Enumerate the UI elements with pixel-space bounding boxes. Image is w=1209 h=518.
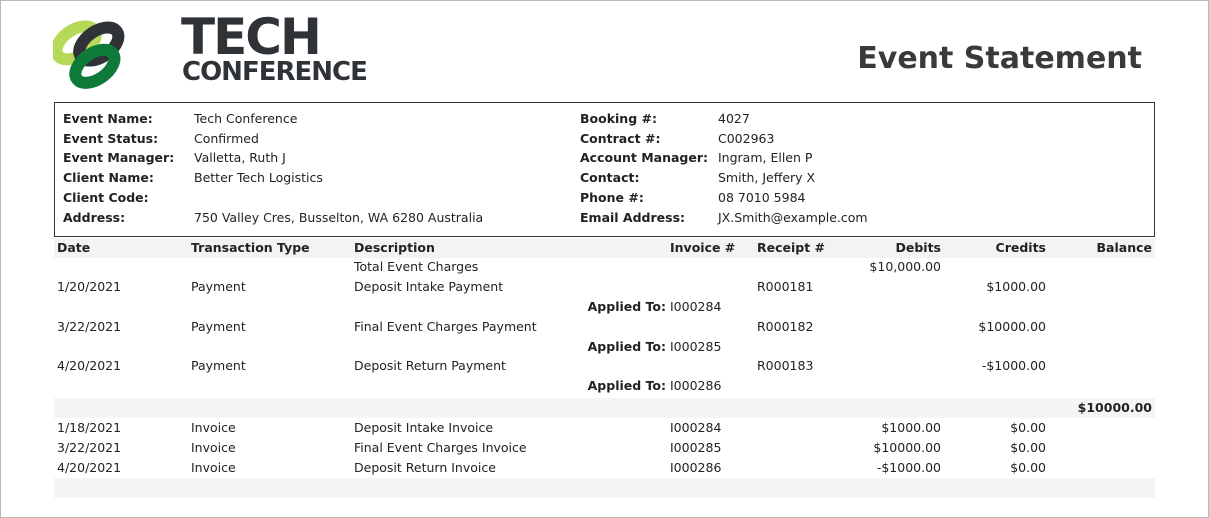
cell-date: 3/22/2021	[57, 440, 122, 455]
info-label: Event Name:	[63, 111, 153, 126]
info-label: Client Code:	[63, 190, 149, 205]
cell-credits: $0.00	[1010, 440, 1046, 455]
header-balance: Balance	[1096, 240, 1152, 255]
info-value: Valletta, Ruth J	[194, 150, 286, 165]
cell-date: 4/20/2021	[57, 460, 122, 475]
table-row-total-charges	[54, 257, 1155, 277]
applied-to-value: I000284	[670, 299, 722, 314]
cell-description: Total Event Charges	[354, 259, 479, 274]
cell-credits: $10000.00	[978, 319, 1046, 334]
balance-total-row	[54, 398, 1155, 418]
tech-conference-logo	[53, 8, 367, 91]
info-value: 750 Valley Cres, Busselton, WA 6280 Australia	[194, 210, 484, 225]
transactions-table-header	[54, 238, 1155, 258]
cell-receipt: R000183	[757, 358, 814, 373]
cell-credits: $1000.00	[986, 279, 1046, 294]
info-label: Event Manager:	[63, 150, 175, 165]
cell-debits: -$1000.00	[876, 460, 941, 475]
info-value: Tech Conference	[194, 111, 298, 126]
info-label: Client Name:	[63, 170, 154, 185]
info-label: Email Address:	[580, 210, 686, 225]
cell-type: Payment	[191, 319, 246, 334]
table-row	[54, 458, 1155, 478]
cell-receipt: R000182	[757, 319, 814, 334]
cell-invoice: I000284	[670, 420, 722, 435]
logo-text-conference: CONFERENCE	[182, 57, 367, 87]
info-label: Address:	[63, 210, 126, 225]
applied-to-label: Applied To:	[587, 378, 666, 393]
cell-debits: $1000.00	[881, 420, 941, 435]
cell-invoice: I000286	[670, 460, 722, 475]
info-value: Confirmed	[194, 131, 259, 146]
applied-to-row	[54, 297, 1155, 317]
header-date: Date	[57, 240, 91, 255]
header-credits: Credits	[995, 240, 1046, 255]
event-info-box	[54, 102, 1155, 237]
info-label: Phone #:	[580, 190, 644, 205]
info-value: C002963	[718, 131, 775, 146]
cell-date: 4/20/2021	[57, 358, 122, 373]
info-value: 4027	[718, 111, 750, 126]
cell-credits: $0.00	[1010, 420, 1046, 435]
cell-receipt: R000181	[757, 279, 814, 294]
info-label: Contract #:	[580, 131, 661, 146]
logo-text-tech: TECH	[181, 8, 320, 66]
info-value: Ingram, Ellen P	[718, 150, 813, 165]
header-transaction-type: Transaction Type	[191, 240, 310, 255]
table-row	[54, 277, 1155, 297]
info-label: Event Status:	[63, 131, 159, 146]
cell-type: Payment	[191, 358, 246, 373]
info-label: Booking #:	[580, 111, 657, 126]
cell-description: Deposit Intake Invoice	[354, 420, 494, 435]
cell-credits: $0.00	[1010, 460, 1046, 475]
cell-debits: $10000.00	[873, 440, 941, 455]
info-value: Smith, Jeffery X	[718, 170, 816, 185]
applied-to-value: I000286	[670, 378, 722, 393]
applied-to-row	[54, 376, 1155, 396]
cell-date: 1/20/2021	[57, 279, 122, 294]
cell-description: Deposit Intake Payment	[354, 279, 504, 294]
cell-type: Payment	[191, 279, 246, 294]
cell-invoice: I000285	[670, 440, 722, 455]
table-row	[54, 418, 1155, 438]
header-receipt: Receipt #	[757, 240, 826, 255]
info-label: Account Manager:	[580, 150, 709, 165]
table-footer-band	[54, 478, 1155, 498]
cell-description: Final Event Charges Payment	[354, 319, 537, 334]
table-row	[54, 317, 1155, 337]
applied-to-label: Applied To:	[587, 299, 666, 314]
table-row	[54, 438, 1155, 458]
applied-to-row	[54, 337, 1155, 357]
cell-description: Final Event Charges Invoice	[354, 440, 527, 455]
balance-total: $10000.00	[1077, 400, 1152, 415]
applied-to-value: I000285	[670, 339, 722, 354]
cell-description: Deposit Return Payment	[354, 358, 506, 373]
header-debits: Debits	[895, 240, 941, 255]
cell-description: Deposit Return Invoice	[354, 460, 496, 475]
header-description: Description	[354, 240, 435, 255]
cell-date: 1/18/2021	[57, 420, 122, 435]
info-value: Better Tech Logistics	[194, 170, 323, 185]
info-value: JX.Smith@example.com	[718, 210, 868, 225]
header-invoice: Invoice #	[670, 240, 736, 255]
cell-debits: $10,000.00	[869, 259, 941, 274]
cell-credits: -$1000.00	[981, 358, 1046, 373]
infinity-logo-icon	[53, 9, 131, 91]
info-value: 08 7010 5984	[718, 190, 806, 205]
applied-to-label: Applied To:	[587, 339, 666, 354]
cell-type: Invoice	[191, 440, 236, 455]
cell-type: Invoice	[191, 460, 236, 475]
cell-type: Invoice	[191, 420, 236, 435]
table-row	[54, 356, 1155, 376]
cell-date: 3/22/2021	[57, 319, 122, 334]
info-label: Contact:	[580, 170, 640, 185]
page-title: Event Statement	[857, 41, 1142, 76]
